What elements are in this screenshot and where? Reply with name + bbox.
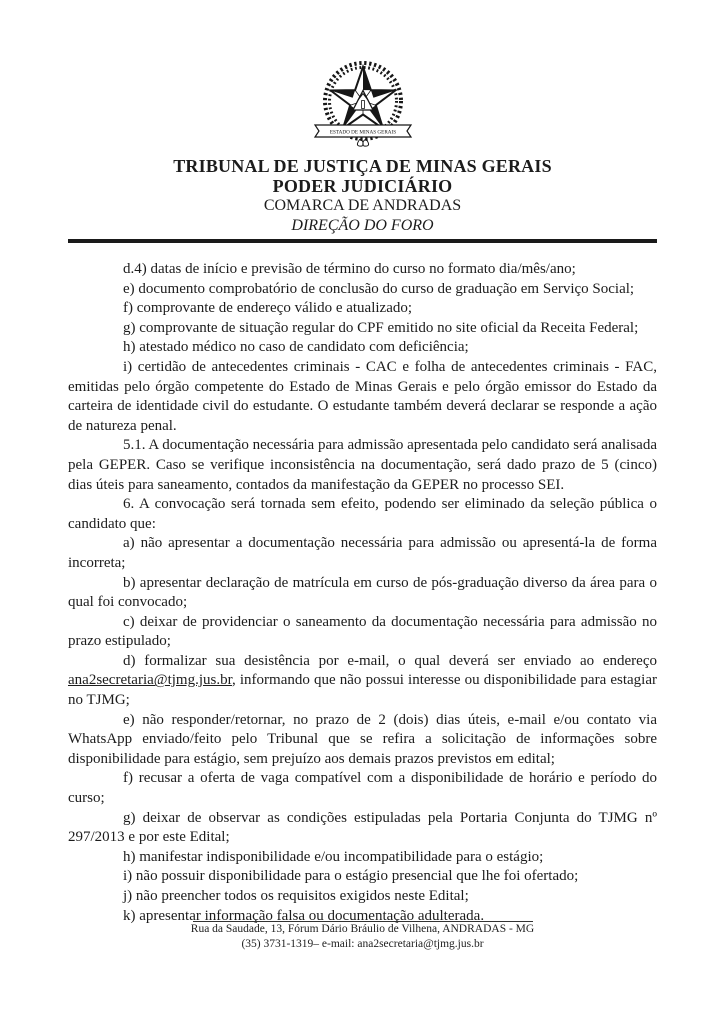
paragraph-i: i) certidão de antecedentes criminais - CAC e folha de antecedentes criminais - FAC, emitidas pelo órgão competente do Estado de Minas Gerais e pelo órgão emissor do Estado da carteira de identidade civil do estudante. O estudante também deverá declarar se responde a ação de natureza penal. [68,358,657,434]
document-header [0,156,725,235]
paragraph-text-pre: d) formalizar sua desistência por e-mail, o qual deverá ser enviado ao endereço [123,652,657,669]
paragraph-6b: b) apresentar declaração de matrícula em curso de pós-graduação diverso da área para o qual foi convocado; [68,574,657,611]
paragraph-5-1: 5.1. A documentação necessária para admissão apresentada pelo candidato será analisada pela GEPER. Caso se verifique inconsistência na documentação, será dado prazo de 5 (cinco) dias úteis para saneamento, contados da manifestação da GEPER no processo SEI. [68,437,657,493]
header-department: DIREÇÃO DO FORO [291,217,434,234]
paragraph-6f: f) recusar a oferta de vaga compatível com a disponibilidade de horário e período do curso; [68,770,657,807]
footer-address: Rua da Saudade, 13, Fórum Dário Bráulio de Vilhena, ANDRADAS - MG [190,923,535,935]
minas-gerais-coat-of-arms-icon [308,57,418,151]
email-link[interactable]: ana2secretaria@tjmg.jus.br [68,672,232,689]
paragraph-6e: e) não responder/retornar, no prazo de 2 (dois) dias úteis, e-mail e/ou contato via WhatsApp enviado/feito pelo Tribunal que se refira a solicitação de informações sobre disponibilidade para estágio, sem prejuízo aos demais prazos previstos em edital; [68,711,657,767]
document-body [68,260,657,926]
footer-contact: (35) 3731-1319– e-mail: ana2secretaria@tjmg.jus.br [241,938,484,950]
paragraph-6a: a) não apresentar a documentação necessária para admissão ou apresentá-la de forma incorreta; [68,535,657,571]
header-institution: TRIBUNAL DE JUSTIÇA DE MINAS GERAIS [173,156,552,176]
paragraph-6j: j) não preencher todos os requisitos exigidos neste Edital; [123,888,469,904]
header-divider [68,239,657,243]
header-branch: PODER JUDICIÁRIO [272,176,453,196]
paragraph-h: h) atestado médico no caso de candidato com deficiência; [123,339,469,356]
paragraph-f: f) comprovante de endereço válido e atualizado; [123,300,413,317]
paragraph-6h: h) manifestar indisponibilidade e/ou incompatibilidade para o estágio; [123,848,544,865]
paragraph-6: 6. A convocação será tornada sem efeito, podendo ser eliminado da seleção pública o candidato que: [68,496,657,532]
paragraph-g: g) comprovante de situação regular do CPF emitido no site oficial da Receita Federal; [123,319,639,336]
logo [0,0,725,151]
logo-banner-text: ESTADO DE MINAS GERAIS [329,129,396,136]
document-footer [0,921,725,952]
paragraph-6d [68,652,657,711]
paragraph-6c: c) deixar de providenciar o saneamento da documentação necessária para admissão no prazo estipulado; [68,613,657,650]
paragraph-6i: i) não possuir disponibilidade para o estágio presencial que lhe foi ofertado; [123,868,579,885]
paragraph-e: e) documento comprobatório de conclusão do curso de graduação em Serviço Social; [123,280,635,297]
paragraph-6k: k) apresentar informação falsa ou documentação adulterada. [123,907,485,924]
paragraph-text-post: , informando que não possui interesse ou disponibilidade para estagiar no TJMG; [68,672,657,709]
header-comarca: COMARCA DE ANDRADAS [263,197,462,214]
paragraph-d4: d.4) datas de início e previsão de término do curso no formato dia/mês/ano; [123,261,576,277]
paragraph-6g: g) deixar de observar as condições estipuladas pela Portaria Conjunta do TJMG nº 297/2013 e por este Edital; [68,809,657,846]
